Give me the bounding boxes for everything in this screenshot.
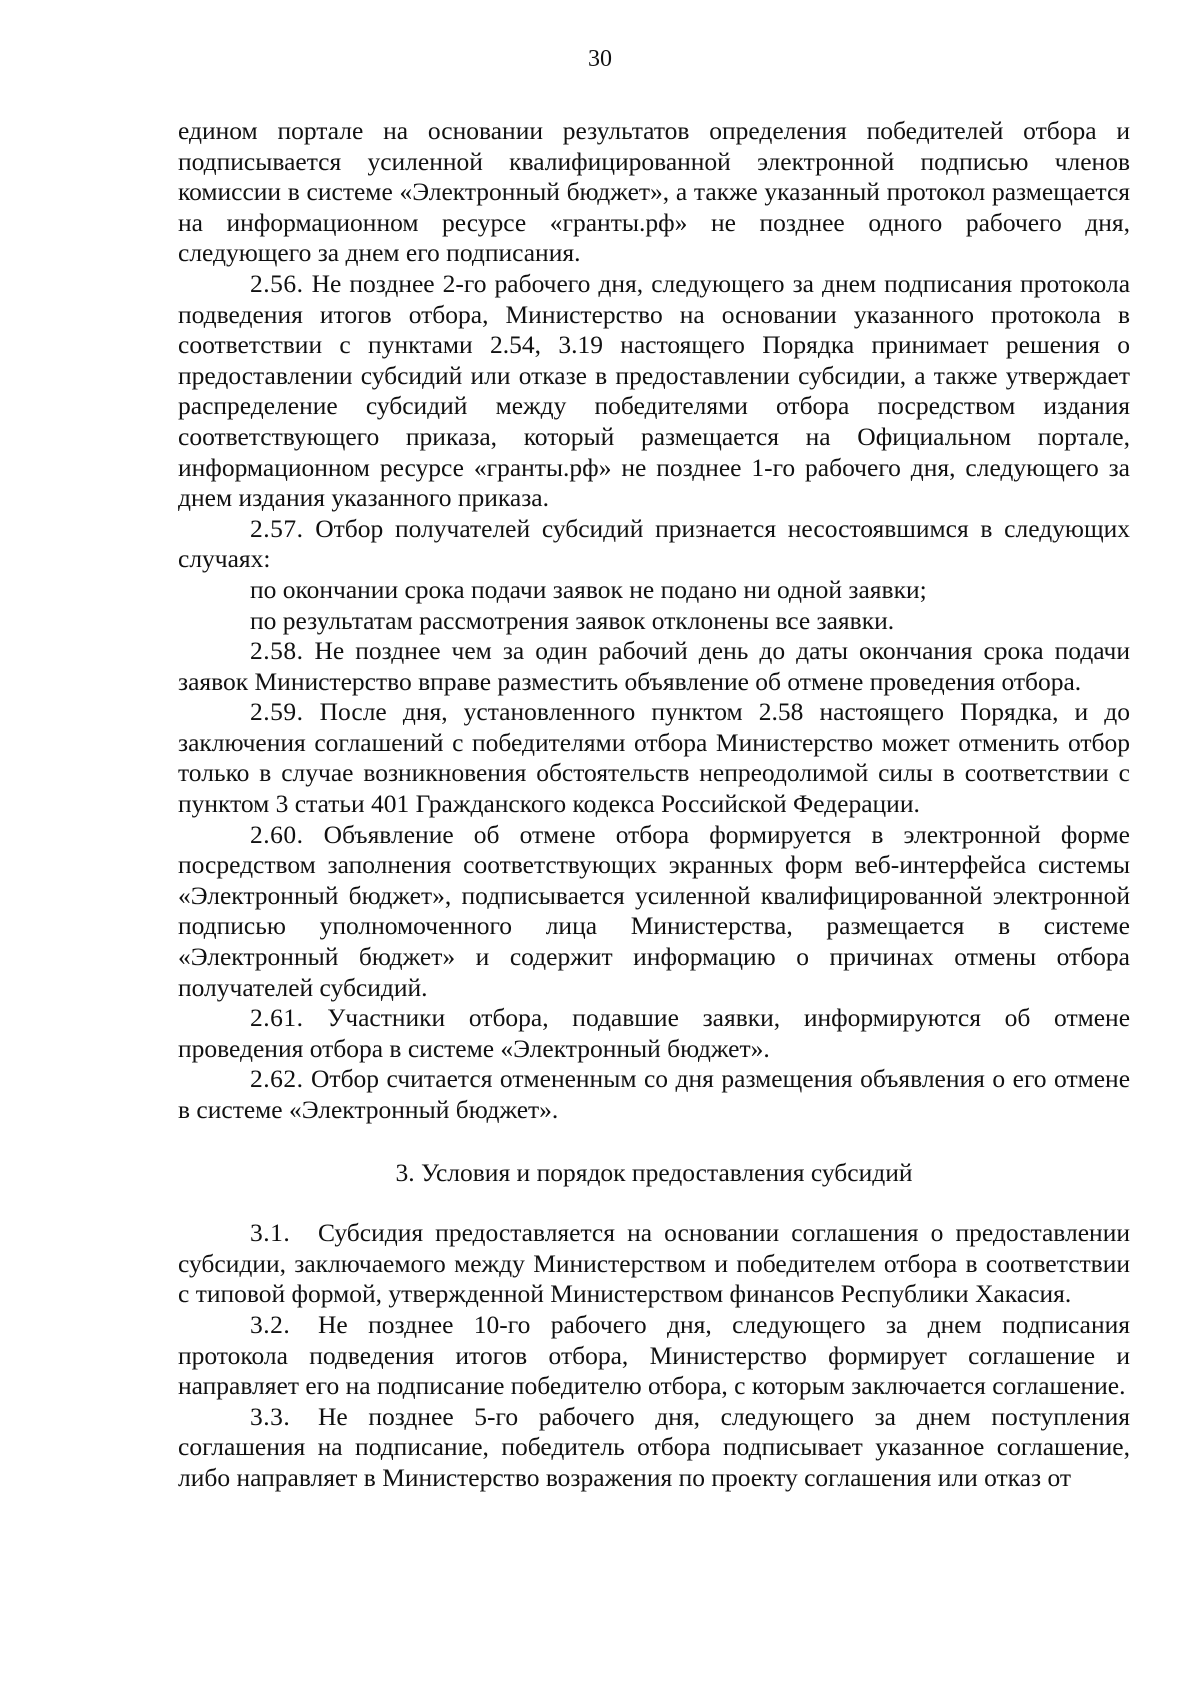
paragraph-text: едином портале на основании результатов определения победителей отбора и подписывается усиленной квалифицированной электронной подписью членов комиссии в системе «Электронный бюджет», а также указанный протокол размещается на информационном ресурсе «гранты.рф» не позднее одного рабочего дня, следующего за днем его подписания. [178,116,1130,268]
paragraph-text: Объявление об отмене отбора формируется в электронной форме посредством заполнения соответствующих экранных форм веб-интерфейса системы «Электронный бюджет», подписывается усиленной квалифицированной электронной подписью уполномоченного лица Министерства, размещается в системе «Электронный бюджет» и содержит информацию о причинах отмены отбора получателей субсидий. [178,819,1130,1002]
paragraph-text: Не позднее 10-го рабочего дня, следующего за днем подписания протокола подведения итогов отбора, Министерство формирует соглашение и направляет его на подписание победителю отбора, с которым заключается соглашение. [178,1309,1130,1401]
paragraph-text: Отбор получателей субсидий признается несостоявшимся в следующих случаях: [178,513,1130,574]
paragraph-number: 2.61. [250,1003,304,1033]
paragraph-text: Не позднее 5-го рабочего дня, следующего за днем поступления соглашения на подписание, победитель отбора подписывает указанное соглашение, либо направляет в Министерство возражения по проекту соглашения или отказ от [178,1401,1130,1492]
paragraph-number: 2.62. [250,1064,304,1094]
paragraph-2-56 [178,269,1130,514]
paragraph-number: 2.59. [250,697,304,727]
paragraph-text: Участники отбора, подавшие заявки, информируются об отмене проведения отбора в системе «Электронный бюджет». [178,1003,1131,1063]
paragraph-2-57 [178,514,1130,575]
page-number: 30 [588,46,612,72]
paragraph-number: 2.60. [250,819,304,849]
paragraph-number: 2.56. [250,268,304,298]
paragraph-text: Не позднее чем за один рабочий день до даты окончания срока подачи заявок Министерство вправе разместить объявление об отмене проведения отбора. [178,636,1130,696]
section-heading: 3. Условия и порядок предоставления субсидий [395,1157,913,1187]
paragraph-2-59 [178,697,1130,819]
paragraph-text: Субсидия предоставляется на основании соглашения о предоставлении субсидии, заключаемого между Министерством и победителем отбора в соответствии с типовой формой, утвержденной Министерством финансов Республики Хакасия. [178,1218,1130,1309]
paragraph-number: 3.1. [250,1218,291,1248]
paragraph-continued [178,116,1130,269]
paragraph-3-1 [178,1218,1130,1310]
paragraph-text: по результатам рассмотрения заявок отклонены все заявки. [250,605,895,635]
paragraph-2-61 [178,1003,1130,1064]
paragraph-3-3 [178,1402,1130,1494]
paragraph-2-58 [178,636,1130,697]
paragraph-text: После дня, установленного пунктом 2.58 настоящего Порядка, и до заключения соглашений с победителями отбора Министерство может отменить отбор только в случае возникновения обстоятельств непреодолимой силы в соответствии с пунктом 3 статьи 401 Гражданского кодекса Российской Федерации. [178,697,1131,819]
paragraph-text: Отбор считается отмененным со дня размещения объявления о его отмене в системе «Электронный бюджет». [178,1064,1131,1124]
paragraph-number: 2.58. [250,636,304,666]
paragraph-2-60 [178,820,1130,1004]
paragraph-2-62 [178,1064,1130,1125]
paragraph-number: 3.2. [250,1309,291,1339]
paragraph-number: 3.3. [250,1401,291,1431]
paragraph-text: Не позднее 2-го рабочего дня, следующего за днем подписания протокола подведения итогов отбора, Министерство на основании указанного протокола в соответствии с пунктами 2.54, 3.19 настоящего Порядка принимает решения о предоставлении субсидий или отказе в предоставлении субсидии, а также утверждает распределение субсидий между победителями отбора посредством издания соответствующего приказа, который размещается на Официальном портале, информационном ресурсе «гранты.рф» не позднее 1-го рабочего дня, следующего за днем издания указанного приказа. [178,268,1131,513]
paragraph-text: по окончании срока подачи заявок не подано ни одной заявки; [250,574,927,604]
list-item [178,575,1130,606]
list-item [178,606,1130,637]
paragraph-number: 2.57. [250,513,304,543]
paragraph-3-2 [178,1310,1130,1402]
document-body [178,116,1130,1494]
